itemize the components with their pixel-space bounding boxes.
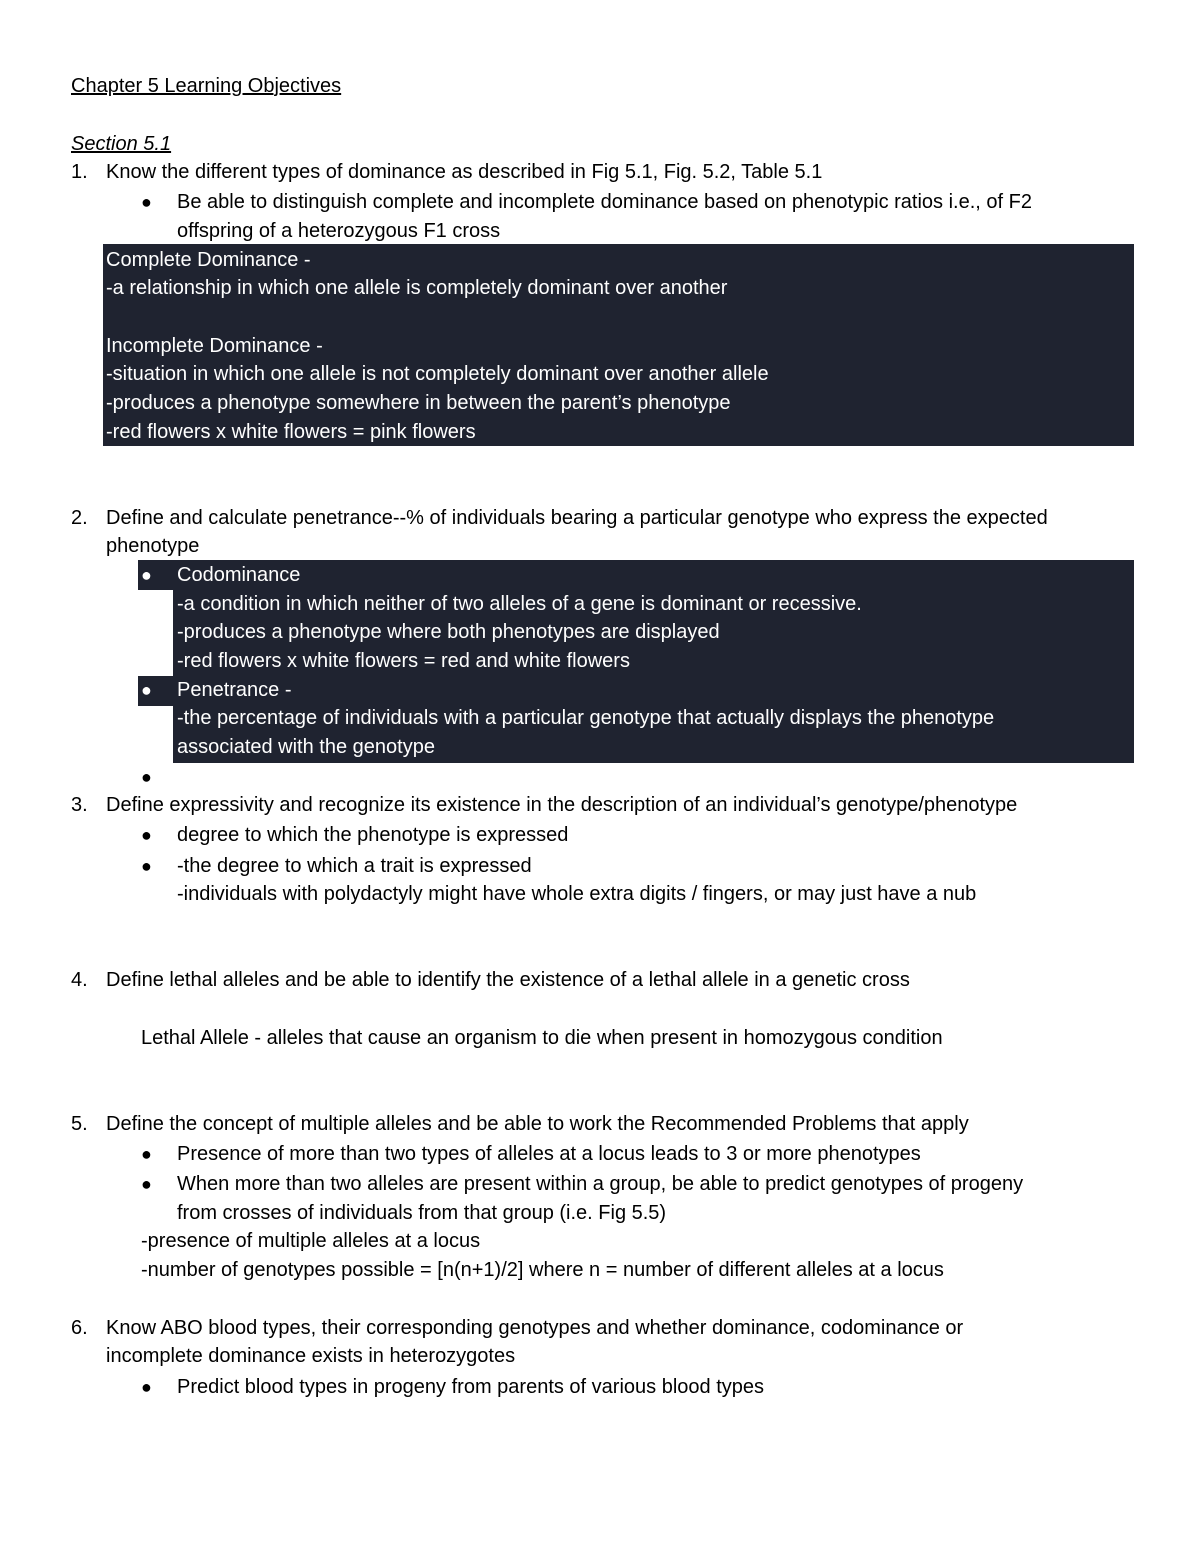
bullet-icon: ● bbox=[141, 767, 152, 787]
section-heading: Section 5.1 bbox=[71, 133, 172, 155]
item-text: Define lethal alleles and be able to identify the existence of a lethal allele in a genetic cross bbox=[106, 969, 910, 991]
sub-bullet-text: offspring of a heterozygous F1 cross bbox=[177, 220, 501, 242]
bullet-icon: ● bbox=[141, 192, 152, 212]
item-number: 2. bbox=[71, 507, 88, 529]
definition-text: -red flowers x white flowers = pink flowers bbox=[106, 421, 476, 443]
definition-heading: Penetrance - bbox=[177, 679, 292, 701]
item-text: Define and calculate penetrance--% of individuals bearing a particular genotype who express the expected bbox=[106, 507, 1048, 529]
sub-bullet-text: When more than two alleles are present within a group, be able to predict genotypes of progeny bbox=[177, 1173, 1024, 1195]
definition-heading: Incomplete Dominance - bbox=[106, 335, 323, 357]
definition-text: -red flowers x white flowers = red and white flowers bbox=[177, 650, 630, 672]
definition-text: -a condition in which neither of two alleles of a gene is dominant or recessive. bbox=[177, 593, 862, 615]
definition-text: -situation in which one allele is not completely dominant over another allele bbox=[106, 363, 769, 385]
item-number: 5. bbox=[71, 1113, 88, 1135]
definition-text: -produces a phenotype where both phenotypes are displayed bbox=[177, 621, 720, 643]
item-text: incomplete dominance exists in heterozygotes bbox=[106, 1345, 516, 1367]
note-text: -number of genotypes possible = [n(n+1)/2] where n = number of different alleles at a locus bbox=[141, 1259, 944, 1281]
item-text: Know ABO blood types, their corresponding genotypes and whether dominance, codominance or bbox=[106, 1317, 964, 1339]
note-text: -presence of multiple alleles at a locus bbox=[141, 1230, 481, 1252]
sub-bullet-text: Be able to distinguish complete and incomplete dominance based on phenotypic ratios i.e., of F2 bbox=[177, 191, 1032, 213]
definition-heading: Codominance bbox=[177, 564, 301, 586]
definition-text: Lethal Allele - alleles that cause an organism to die when present in homozygous condition bbox=[141, 1027, 943, 1049]
item-text: Know the different types of dominance as described in Fig 5.1, Fig. 5.2, Table 5.1 bbox=[106, 161, 823, 183]
item-text: Define expressivity and recognize its existence in the description of an individual’s genotype/phenotype bbox=[106, 794, 1018, 816]
bullet-icon: ● bbox=[141, 856, 152, 876]
item-text: Define the concept of multiple alleles and be able to work the Recommended Problems that apply bbox=[106, 1113, 969, 1135]
definition-text: -produces a phenotype somewhere in between the parent’s phenotype bbox=[106, 392, 731, 414]
definition-text: associated with the genotype bbox=[177, 736, 435, 758]
item-text: phenotype bbox=[106, 535, 200, 557]
sub-bullet-text: Predict blood types in progeny from parents of various blood types bbox=[177, 1376, 764, 1398]
bullet-icon: ● bbox=[141, 825, 152, 845]
bullet-icon: ● bbox=[141, 1174, 152, 1194]
definition-text: -the percentage of individuals with a particular genotype that actually displays the phenotype bbox=[177, 707, 995, 729]
sub-bullet-text: from crosses of individuals from that group (i.e. Fig 5.5) bbox=[177, 1202, 667, 1224]
definition-text: -a relationship in which one allele is completely dominant over another bbox=[106, 277, 728, 299]
item-number: 3. bbox=[71, 794, 88, 816]
bullet-icon: ● bbox=[141, 1377, 152, 1397]
item-number: 1. bbox=[71, 161, 88, 183]
sub-bullet-text: degree to which the phenotype is expressed bbox=[177, 824, 569, 846]
sub-bullet-text: -the degree to which a trait is expressed bbox=[177, 855, 532, 877]
item-number: 4. bbox=[71, 969, 88, 991]
bullet-icon: ● bbox=[141, 1144, 152, 1164]
definition-heading: Complete Dominance - bbox=[106, 249, 311, 271]
bullet-icon: ● bbox=[141, 680, 152, 700]
sub-bullet-text: Presence of more than two types of alleles at a locus leads to 3 or more phenotypes bbox=[177, 1143, 921, 1165]
sub-bullet-text: -individuals with polydactyly might have whole extra digits / fingers, or may just have a nub bbox=[177, 883, 977, 905]
page-title: Chapter 5 Learning Objectives bbox=[71, 75, 342, 97]
item-number: 6. bbox=[71, 1317, 88, 1339]
bullet-icon: ● bbox=[141, 565, 152, 585]
